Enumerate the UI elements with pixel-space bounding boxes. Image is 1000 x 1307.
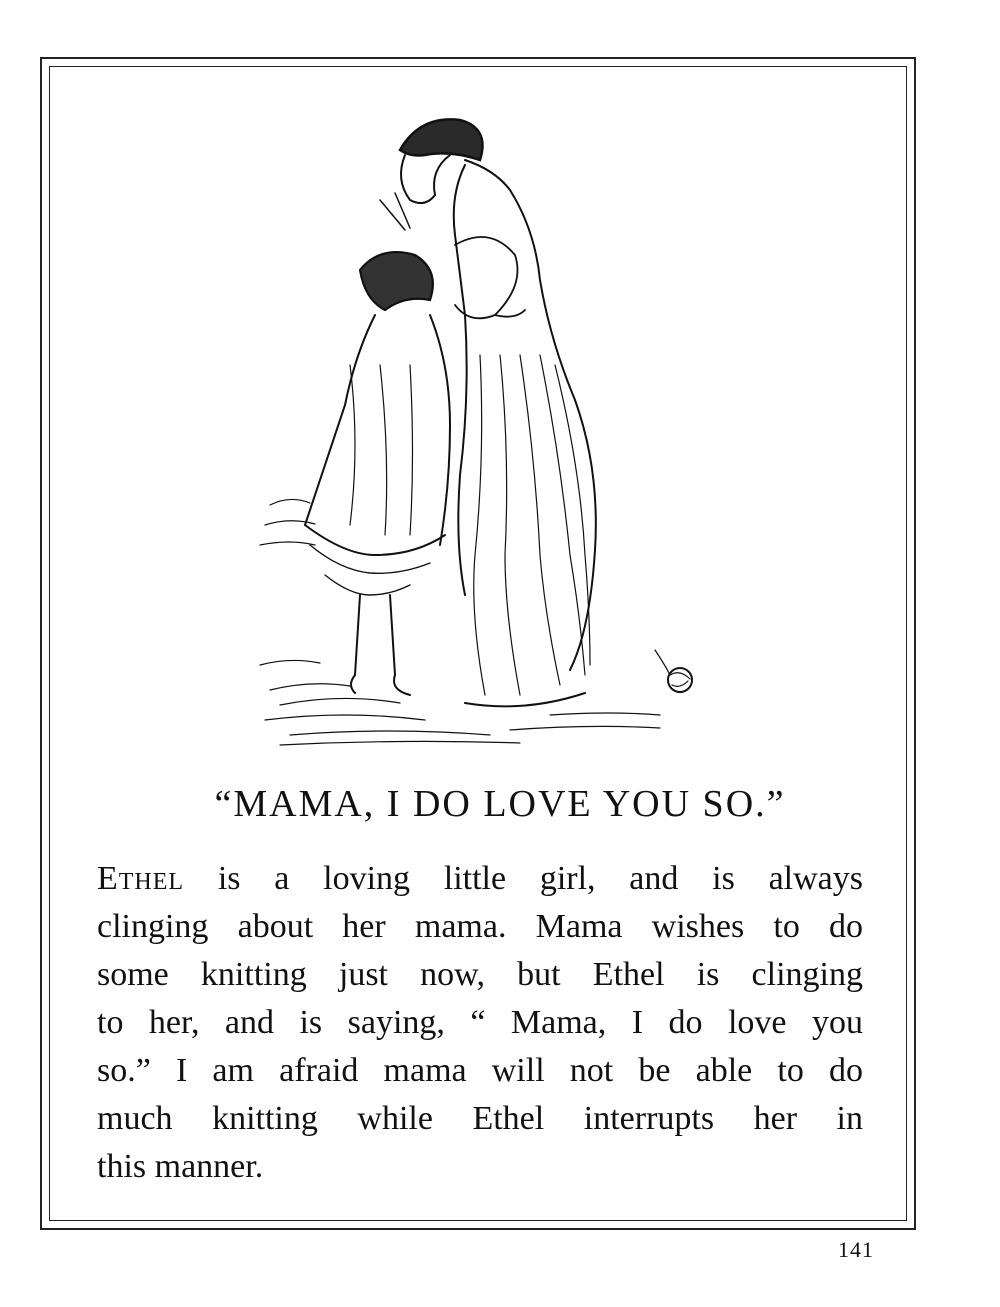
body-line: to her, and is saying, “ Mama, I do love you	[97, 1004, 863, 1041]
body-paragraph	[97, 855, 863, 1191]
body-line: much knitting while Ethel interrupts her in	[97, 1100, 863, 1137]
page-number: 141	[838, 1237, 874, 1262]
body-line: this manner.	[97, 1148, 264, 1185]
illustration-caption: “MAMA, I DO LOVE YOU SO.”	[214, 783, 786, 825]
body-line: so.” I am afraid mama will not be able to do	[97, 1052, 863, 1089]
lead-word: Ethel	[97, 860, 185, 897]
body-line-text: is a loving little girl, and is always	[184, 860, 863, 897]
body-line: clinging about her mama. Mama wishes to do	[97, 908, 863, 945]
body-line	[97, 855, 863, 903]
body-line: some knitting just now, but Ethel is clinging	[97, 956, 863, 993]
engraving-illustration	[250, 105, 720, 755]
